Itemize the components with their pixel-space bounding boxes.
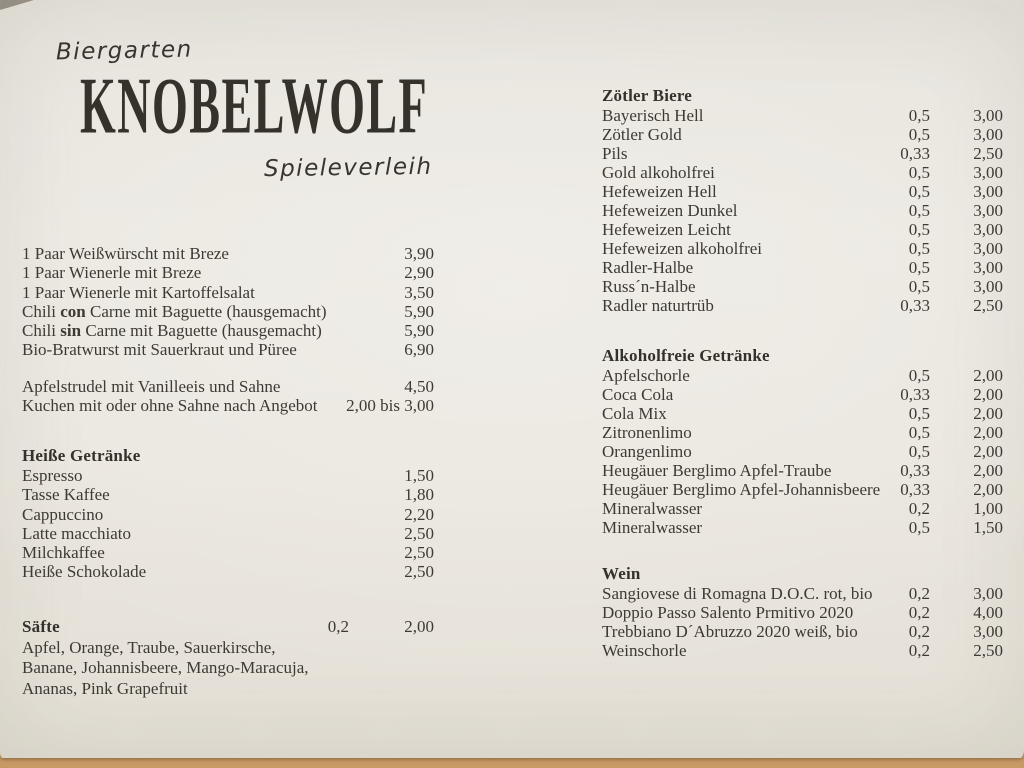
item-volume: 0,2 xyxy=(908,641,930,660)
item-price: 2,50 xyxy=(973,641,1003,660)
menu-item-row xyxy=(22,396,434,415)
beer-rows xyxy=(602,106,1003,315)
item-volume: 0,5 xyxy=(908,277,930,296)
item-volume: 0,5 xyxy=(908,423,930,442)
section-hot-drinks xyxy=(22,446,434,582)
item-name: Orangenlimo xyxy=(602,442,692,461)
item-price: 2,00 bis 3,00 xyxy=(346,396,434,416)
menu-item-row xyxy=(602,480,1003,499)
item-price: 1,50 xyxy=(404,466,434,485)
item-name: 1 Paar Weißwürscht mit Breze xyxy=(22,244,229,263)
item-name: Trebbiano D´Abruzzo 2020 weiß, bio xyxy=(602,622,858,641)
item-price: 3,00 xyxy=(973,277,1003,296)
menu-item-row xyxy=(602,404,1003,423)
item-name: Cola Mix xyxy=(602,404,667,423)
item-name: Weinschorle xyxy=(602,641,687,660)
item-price: 2,00 xyxy=(973,461,1003,480)
item-name: Cappuccino xyxy=(22,504,104,524)
menu-item-row xyxy=(22,244,434,263)
item-name: 1 Paar Wienerle mit Kartoffelsalat xyxy=(22,282,255,302)
item-price: 2,50 xyxy=(404,523,434,543)
menu-item-row xyxy=(602,622,1003,641)
item-volume: 0,5 xyxy=(908,442,930,461)
menu-item-row xyxy=(22,302,434,321)
item-price: 2,90 xyxy=(404,263,434,283)
item-volume: 0,5 xyxy=(908,518,930,537)
menu-item-row xyxy=(22,283,434,302)
item-price: 2,00 xyxy=(973,366,1003,385)
item-name: Hefeweizen Leicht xyxy=(602,220,731,239)
item-name: Hefeweizen Hell xyxy=(602,182,717,201)
item-volume: 0,5 xyxy=(908,258,930,277)
item-price: 6,90 xyxy=(404,340,434,360)
juice-header-row xyxy=(22,616,434,638)
menu-item-row xyxy=(602,182,1003,201)
item-name: Kuchen mit oder ohne Sahne nach Angebot xyxy=(22,396,318,416)
item-price: 4,00 xyxy=(973,603,1003,622)
juice-flavor-lines xyxy=(22,638,434,699)
item-volume: 0,33 xyxy=(900,480,930,499)
item-name: Zitronenlimo xyxy=(602,423,692,442)
soft-drink-rows xyxy=(602,366,1003,537)
item-price: 3,00 xyxy=(973,258,1003,277)
section-title-hot-drinks: Heiße Getränke xyxy=(22,446,141,465)
item-price: 2,00 xyxy=(973,442,1003,461)
item-price: 2,50 xyxy=(973,296,1003,315)
item-price: 4,50 xyxy=(404,377,434,396)
juice-price: 2,00 xyxy=(404,617,434,636)
hot-drink-rows xyxy=(22,466,434,582)
menu-item-row xyxy=(602,442,1003,461)
item-name: Radler-Halbe xyxy=(602,258,694,277)
item-volume: 0,33 xyxy=(900,296,930,315)
item-name: Pils xyxy=(602,144,628,163)
dessert-rows xyxy=(22,377,434,416)
item-name: 1 Paar Wienerle mit Breze xyxy=(22,263,202,283)
item-name: Coca Cola xyxy=(602,385,674,404)
item-name: Apfelschorle xyxy=(602,366,690,385)
item-price: 2,00 xyxy=(973,404,1003,423)
item-name: Milchkaffee xyxy=(22,543,105,563)
item-name: Tasse Kaffee xyxy=(22,485,110,505)
item-volume: 0,5 xyxy=(908,182,930,201)
item-volume: 0,5 xyxy=(908,366,930,385)
item-price: 3,00 xyxy=(973,106,1003,125)
menu-item-row xyxy=(602,163,1003,182)
item-volume: 0,5 xyxy=(908,106,930,125)
flavor-line: Banane, Johannisbeere, Mango-Maracuja, xyxy=(22,658,309,678)
menu-item-row xyxy=(602,641,1003,660)
brand-pre-title: Biergarten xyxy=(55,36,193,66)
item-volume: 0,2 xyxy=(908,584,930,603)
menu-item-row xyxy=(602,385,1003,404)
item-name: Apfelstrudel mit Vanilleeis und Sahne xyxy=(22,377,281,396)
food-rows xyxy=(22,244,434,360)
section-juices xyxy=(22,616,434,699)
menu-item-row xyxy=(22,524,434,543)
flavor-line: Ananas, Pink Grapefruit xyxy=(22,678,188,698)
item-name: Hefeweizen alkoholfrei xyxy=(602,239,762,258)
item-volume: 0,2 xyxy=(908,603,930,622)
item-name: Radler naturtrüb xyxy=(602,296,714,315)
item-volume: 0,5 xyxy=(908,404,930,423)
item-name: Heugäuer Berglimo Apfel-Traube xyxy=(602,461,832,480)
brand-title: KNOBELWOLF xyxy=(80,61,429,150)
item-price: 2,00 xyxy=(973,423,1003,442)
item-name: Mineralwasser xyxy=(602,499,703,518)
item-price: 1,00 xyxy=(973,499,1003,518)
menu-item-row xyxy=(22,340,434,359)
section-title-wines: Wein xyxy=(602,564,641,583)
item-volume: 0,5 xyxy=(908,125,930,144)
item-price: 1,80 xyxy=(404,485,434,505)
item-price: 3,00 xyxy=(973,239,1003,258)
item-name: Doppio Passo Salento Prmitivo 2020 xyxy=(602,603,854,622)
brand-sub-title: Spieleverleih xyxy=(263,153,433,183)
item-name: Hefeweizen Dunkel xyxy=(602,201,738,220)
item-name: Espresso xyxy=(22,466,83,485)
menu-item-row xyxy=(602,239,1003,258)
item-name: Heugäuer Berglimo Apfel-Johannisbeere xyxy=(602,480,881,499)
menu-item-row xyxy=(602,296,1003,315)
section-title-juices: Säfte xyxy=(22,617,60,636)
juice-volume: 0,2 xyxy=(327,617,349,636)
item-price: 2,20 xyxy=(404,504,434,524)
item-name: Gold alkoholfrei xyxy=(602,163,715,182)
item-price: 2,50 xyxy=(404,543,434,563)
item-name: Chili sin Carne mit Baguette (hausgemacht) xyxy=(22,321,322,341)
section-beers xyxy=(602,86,1003,315)
item-name: Russ´n-Halbe xyxy=(602,277,696,296)
item-price: 3,00 xyxy=(973,182,1003,201)
menu-item-row xyxy=(22,263,434,282)
menu-item-row xyxy=(602,584,1003,603)
item-price: 1,50 xyxy=(973,518,1003,537)
section-desserts xyxy=(22,377,434,416)
menu-item-row xyxy=(602,201,1003,220)
item-volume: 0,33 xyxy=(900,144,930,163)
item-price: 3,00 xyxy=(973,125,1003,144)
menu-item-row xyxy=(602,258,1003,277)
item-volume: 0,2 xyxy=(908,499,930,518)
menu-item-row xyxy=(602,499,1003,518)
item-price: 3,00 xyxy=(973,622,1003,641)
menu-item-row xyxy=(22,562,434,581)
section-food xyxy=(22,244,434,360)
item-price: 3,00 xyxy=(973,163,1003,182)
item-name: Latte macchiato xyxy=(22,523,132,543)
item-volume: 0,33 xyxy=(900,461,930,480)
item-price: 2,00 xyxy=(973,385,1003,404)
section-title-soft-drinks: Alkoholfreie Getränke xyxy=(602,346,770,365)
menu-item-row xyxy=(22,377,434,396)
item-name: Heiße Schokolade xyxy=(22,562,147,582)
menu-item-row xyxy=(602,220,1003,239)
item-volume: 0,5 xyxy=(908,201,930,220)
item-name: Zötler Gold xyxy=(602,125,682,144)
menu-item-row xyxy=(602,144,1003,163)
item-volume: 0,5 xyxy=(908,220,930,239)
item-price: 5,90 xyxy=(404,321,434,341)
menu-item-row xyxy=(602,366,1003,385)
section-wines xyxy=(602,564,1003,660)
item-name: Bio-Bratwurst mit Sauerkraut und Püree xyxy=(22,340,297,360)
paper-corner-shadow xyxy=(0,0,34,10)
menu-item-row xyxy=(22,321,434,340)
item-price: 2,00 xyxy=(973,480,1003,499)
item-name: Sangiovese di Romagna D.O.C. rot, bio xyxy=(602,584,873,603)
menu-item-row xyxy=(602,461,1003,480)
item-volume: 0,5 xyxy=(908,163,930,182)
item-price: 3,00 xyxy=(973,584,1003,603)
section-title-beers: Zötler Biere xyxy=(602,86,693,105)
menu-item-row xyxy=(602,603,1003,622)
menu-item-row xyxy=(602,106,1003,125)
menu-item-row xyxy=(22,505,434,524)
menu-item-row xyxy=(602,423,1003,442)
item-price: 2,50 xyxy=(404,562,434,582)
item-volume: 0,33 xyxy=(900,385,930,404)
menu-item-row xyxy=(602,518,1003,537)
wine-rows xyxy=(602,584,1003,660)
item-price: 3,00 xyxy=(973,201,1003,220)
menu-item-row xyxy=(602,277,1003,296)
item-name: Chili con Carne mit Baguette (hausgemacht) xyxy=(22,301,327,321)
item-price: 5,90 xyxy=(404,301,434,321)
menu-item-row xyxy=(22,466,434,485)
item-price: 3,50 xyxy=(404,282,434,302)
item-name: Bayerisch Hell xyxy=(602,106,704,125)
item-volume: 0,5 xyxy=(908,239,930,258)
menu-item-row xyxy=(602,125,1003,144)
item-price: 3,90 xyxy=(404,244,434,263)
item-price: 2,50 xyxy=(973,144,1003,163)
flavor-line: Apfel, Orange, Traube, Sauerkirsche, xyxy=(22,638,276,657)
menu-item-row xyxy=(22,543,434,562)
menu-item-row xyxy=(22,485,434,504)
item-volume: 0,2 xyxy=(908,622,930,641)
item-price: 3,00 xyxy=(973,220,1003,239)
section-soft-drinks xyxy=(602,346,1003,537)
item-name: Mineralwasser xyxy=(602,518,703,537)
